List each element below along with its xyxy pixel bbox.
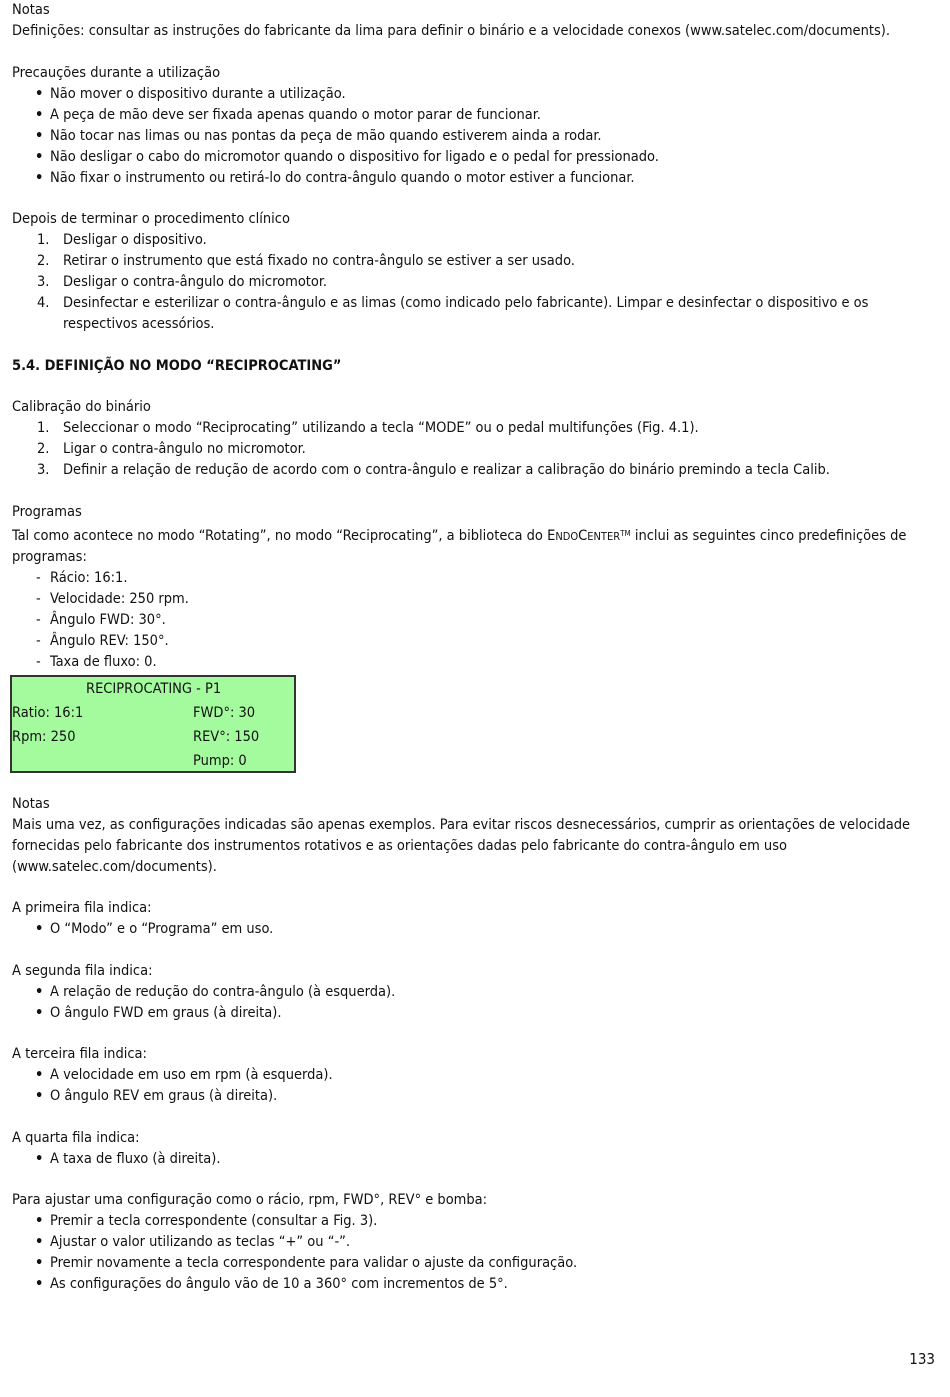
list-item: 2. Retirar o instrumento que está fixado no contra-ângulo se estiver a ser usado. [37,253,575,269]
notes2-line: fornecidas pelo fabricante dos instrumentos rotativos e as orientações dadas pelo fabricante do contra-ângulo em uso [12,837,787,854]
programs-title: Programas [12,503,82,520]
row1-title: A primeira fila indica: [12,900,152,916]
list-item: • Premir novamente a tecla correspondente para validar o ajuste da configuração. [12,1253,936,1274]
notes-text: Definições: consultar as instruções do fabricante da lima para definir o binário e a velocidade conexos (www.satelec.com/documents). [12,23,890,39]
list-item: • A taxa de fluxo (à direita). [12,1149,936,1170]
presets-list [12,568,936,673]
row2-list [12,982,936,1024]
adjust-list [12,1211,936,1295]
manual-page [12,0,936,1295]
list-item: 1. Desligar o dispositivo. [37,232,207,248]
list-item: • Não desligar o cabo do micromotor quando o dispositivo for ligado e o pedal for pressionado. [12,147,936,168]
list-item: - Velocidade: 250 rpm. [36,590,189,607]
list-item: 1. Seleccionar o modo “Reciprocating” utilizando a tecla “MODE” ou o pedal multifunções (Fig. 4.1). [37,420,699,436]
list-item: • A peça de mão deve ser fixada apenas quando o motor parar de funcionar. [12,105,936,126]
list-item: - Rácio: 16:1. [36,569,128,586]
list-item: - Taxa de fluxo: 0. [36,653,157,670]
adjust-title: Para ajustar uma configuração como o rácio, rpm, FWD°, REV° e bomba: [12,1192,488,1208]
programs-intro: Tal como acontece no modo “Rotating”, no modo “Reciprocating”, a biblioteca do ENDOCENTER™ inclui as seguintes cinco predefinições de [12,527,907,544]
notes2-line: Mais uma vez, as configurações indicadas são apenas exemplos. Para evitar riscos desnecessários, cumprir as orientações de velocidade [12,816,911,833]
after-procedure-title: Depois de terminar o procedimento clínico [12,211,290,227]
lcd-fwd: FWD°: 30 [193,704,256,721]
lcd-display [10,675,296,773]
page-number: 133 [909,1350,935,1368]
notes2-line: (www.satelec.com/documents). [12,858,217,875]
list-item: • A relação de redução do contra-ângulo (à esquerda). [12,982,936,1003]
list-item: • As configurações do ângulo vão de 10 a 360° com incrementos de 5°. [12,1274,936,1295]
notes-title: Notas [12,2,50,18]
list-item: 2. Ligar o contra-ângulo no micromotor. [37,441,306,457]
lcd-ratio: Ratio: 16:1 [12,704,84,721]
row3-title: A terceira fila indica: [12,1046,147,1062]
lcd-rev: REV°: 150 [193,728,260,745]
row1-list [12,919,936,940]
list-item: • A velocidade em uso em rpm (à esquerda). [12,1065,936,1086]
row4-title: A quarta fila indica: [12,1129,140,1146]
precautions-title: Precauções durante a utilização [12,64,221,81]
list-item: • O ângulo FWD em graus (à direita). [12,1003,936,1024]
section-heading: 5.4. DEFINIÇÃO NO MODO “RECIPROCATING” [12,357,342,374]
after-procedure-list [12,230,936,335]
list-item: 4. Desinfectar e esterilizar o contra-ângulo e as limas (como indicado pelo fabricante). Limpar e desinfectar o dispositivo e os respectivos acessórios. [37,295,869,332]
list-item: • Ajustar o valor utilizando as teclas “+” ou “-”. [12,1232,936,1253]
list-item: • O “Modo” e o “Programa” em uso. [12,919,936,940]
calibration-title: Calibração do binário [12,399,151,415]
lcd-pump: Pump: 0 [193,752,247,769]
list-item: • Premir a tecla correspondente (consultar a Fig. 3). [12,1211,936,1232]
list-item: - Ângulo FWD: 30°. [36,611,166,628]
lcd-title: RECIPROCATING - P1 [86,680,222,697]
list-item: • Não fixar o instrumento ou retirá-lo do contra-ângulo quando o motor estiver a funcionar. [12,168,936,189]
notes2-title: Notas [12,795,50,812]
list-item: • Não tocar nas limas ou nas pontas da peça de mão quando estiverem ainda a rodar. [12,126,936,147]
row3-list [12,1065,936,1107]
row2-title: A segunda fila indica: [12,962,153,979]
list-item: - Ângulo REV: 150°. [36,632,169,649]
lcd-rpm: Rpm: 250 [12,728,76,745]
list-item: • Não mover o dispositivo durante a utilização. [12,84,936,105]
list-item: • O ângulo REV em graus (à direita). [12,1086,936,1107]
precautions-list [12,84,936,189]
list-item: 3. Desligar o contra-ângulo do micromotor. [37,274,328,290]
row4-list [12,1149,936,1170]
programs-intro-cont: programas: [12,548,87,565]
calibration-list [12,418,936,481]
list-item: 3. Definir a relação de redução de acordo com o contra-ângulo e realizar a calibração do binário premindo a tecla Calib. [37,462,830,478]
